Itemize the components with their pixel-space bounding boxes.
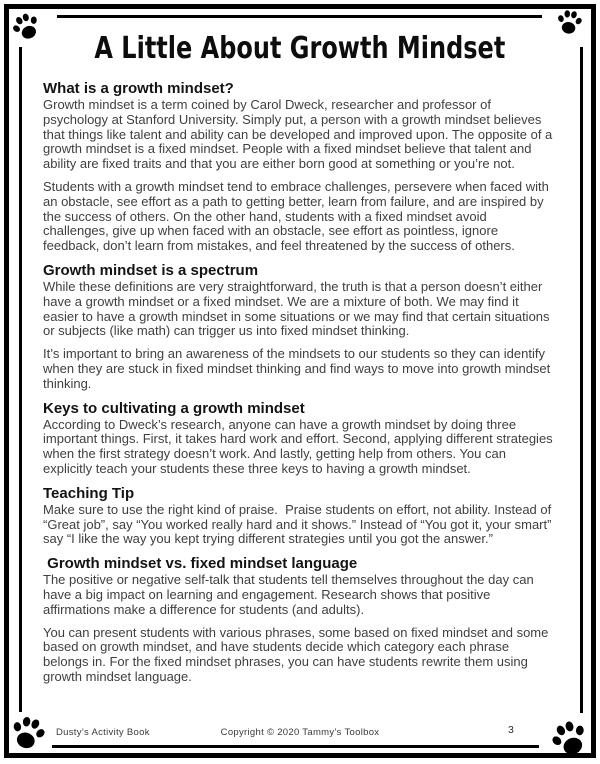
section-growth-vs-fixed-language bbox=[43, 555, 556, 685]
top-rule bbox=[57, 15, 542, 18]
paragraph: Make sure to use the right kind of praise. Praise students on effort, not ability. Instead of “Great job”, say “You worked really hard and it shows.” Instead of “You got it, your smart” say “I like the way you kept trying different strategies until you got the answer.” bbox=[43, 501, 556, 547]
section-heading: Growth mindset is a spectrum bbox=[43, 261, 259, 279]
section-growth-mindset-is-a-spectrum bbox=[43, 262, 556, 392]
section-heading: What is a growth mindset? bbox=[43, 80, 234, 97]
right-rule bbox=[580, 47, 583, 713]
footer-copyright: Copyright © 2020 Tammy’s Toolbox bbox=[220, 727, 380, 738]
paragraph: You can present students with various phrases, some based on fixed mindset and some based on growth mindset, and have students decide which category each phrase belongs in. For the fixed mindset phrases, you can have students rewrite them using growth mindset language. bbox=[43, 624, 552, 684]
paragraph: The positive or negative self-talk that students tell themselves throughout the day can have a big impact on learning and engagement. Research shows that positive affirmations make a difference for students (and adults). bbox=[43, 572, 538, 617]
page-title: A Little About Growth Mindset bbox=[94, 31, 506, 66]
paw-print-icon bbox=[554, 7, 585, 38]
section-teaching-tip bbox=[43, 485, 556, 547]
paragraph: Students with a growth mindset tend to embrace challenges, persevere when faced with an obstacle, see effort as a path to getting better, learn from failure, and are inspired by the success of others. On the other hand, students with a fixed mindset avoid challenges, give up when faced with an obstacle, see effort as pointless, ignore feedback, don’t learn from mistakes, and feel threatened by the success of others. bbox=[43, 178, 553, 254]
paragraph: While these definitions are very straightforward, the truth is that a person doesn’t either have a growth mindset or a fixed mindset. We are a mixture of both. We may find it easier to have a growth mindset in some situations or we may find that certain situations or subjects (like math) can trigger us into fixed mindset thinking. bbox=[43, 278, 554, 339]
paw-print-icon bbox=[544, 714, 596, 763]
page-content bbox=[43, 30, 556, 712]
footer-book-title: Dusty’s Activity Book bbox=[56, 727, 150, 738]
section-heading: Growth mindset vs. fixed mindset language bbox=[43, 555, 358, 573]
footer-rule bbox=[52, 745, 539, 748]
left-rule bbox=[19, 47, 22, 712]
section-what-is-a-growth-mindset bbox=[43, 80, 556, 254]
section-heading: Teaching Tip bbox=[43, 484, 135, 502]
section-keys-to-cultivating bbox=[43, 400, 556, 477]
paw-print-icon bbox=[8, 8, 46, 45]
footer-page-number: 3 bbox=[508, 724, 515, 736]
paragraph: According to Dweck’s research, anyone can have a growth mindset by doing three important things. First, it takes hard work and effort. Second, applying different strategies when the first strategy doesn’t work. And lastly, getting help from others. You can explicitly teach your students these three keys to having a growth mindset. bbox=[43, 416, 556, 476]
paragraph: Growth mindset is a term coined by Carol Dweck, researcher and professor of psychology at Stanford University. Simply put, a person with a growth mindset believes that things like talent and ability can be developed and improved upon. The opposite of a growth mindset is a fixed mindset. People with a fixed mindset believe that talent and ability are fixed traits and that you are either born good at something or you’re not. bbox=[43, 97, 556, 172]
section-heading: Keys to cultivating a growth mindset bbox=[43, 399, 305, 417]
paragraph: It’s important to bring an awareness of the mindsets to our students so they can identify when they are stuck in fixed mindset thinking and find ways to move into growth mindset thinking. bbox=[43, 346, 554, 391]
